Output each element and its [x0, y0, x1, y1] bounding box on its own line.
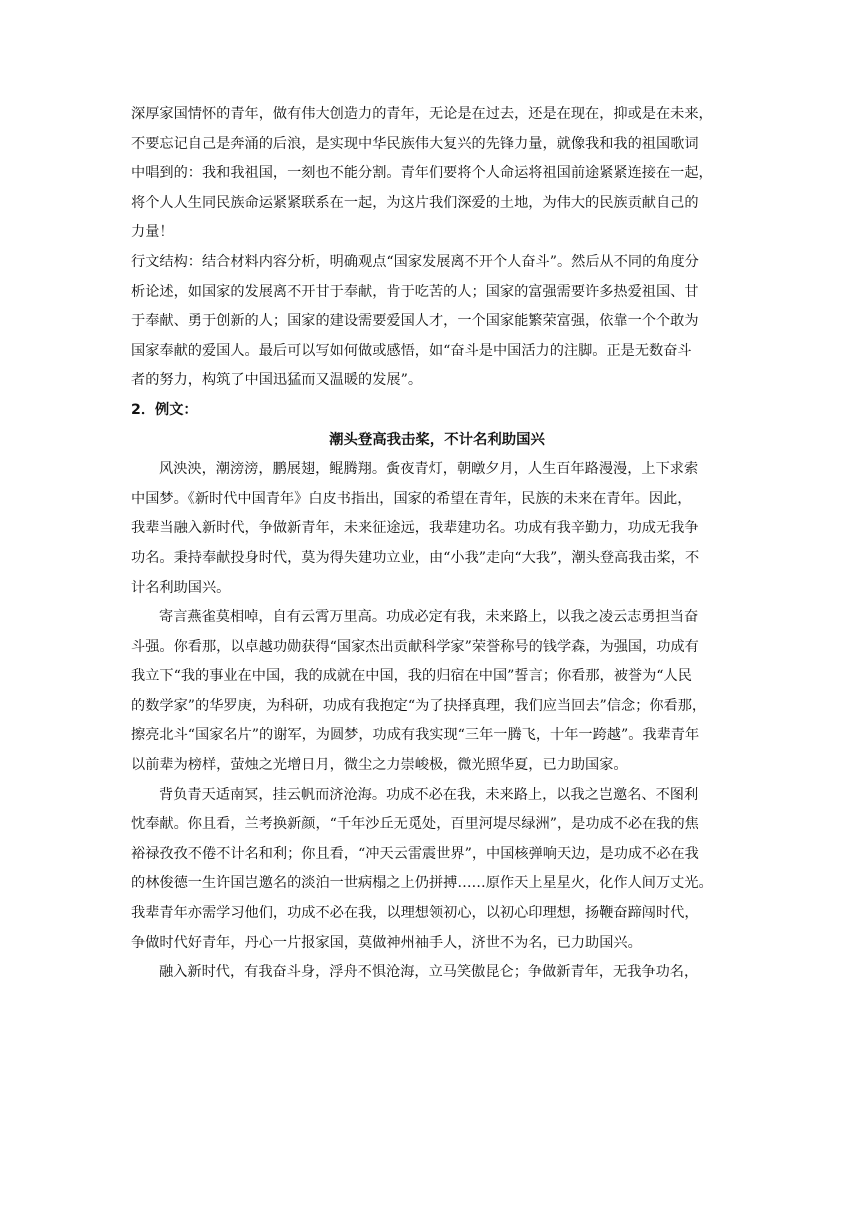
text-line: 争做时代好青年，丹心一片报家国，莫做神州袖手人，济世不为名，已力助国兴。 — [131, 934, 642, 951]
text-line: 中国梦。《新时代中国青年》白皮书指出，国家的希望在青年，民族的未来在青年。因此， — [131, 490, 692, 507]
text-line: 擦亮北斗“国家名片”的谢军，为圆梦，功成有我实现“三年一腾飞，十年一跨越”。我辈青年 — [131, 727, 700, 744]
text-line: 不要忘记自己是奔涌的后浪，是实现中华民族伟大复兴的先锋力量，就像我和我的祖国歌词 — [131, 135, 699, 152]
essay-paragraph-4 — [131, 958, 743, 988]
text-line: 的林俊德一生许国岂邀名的淡泊一世病榻之上仍拼搏……原作天上星星火，化作人间万丈光。 — [131, 875, 713, 892]
text-line: 于奉献、勇于创新的人；国家的建设需要爱国人才，一个国家能繁荣富强，依靠一个个敢为 — [131, 313, 699, 330]
text-line: 以前辈为榜样，萤烛之光增日月，微尘之力崇峻极，微光照华夏，已力助国家。 — [131, 757, 628, 774]
text-line: 计名利助国兴。 — [131, 579, 231, 596]
essay-title: 潮头登高我击桨，不计名利助国兴 — [329, 431, 545, 448]
text-line: 我辈当融入新时代，争做新青年，未来征途远，我辈建功名。功成有我辛勤力，功成无我争 — [131, 520, 699, 537]
text-line: 深厚家国情怀的青年，做有伟大创造力的青年，无论是在过去，还是在现在，抑或是在未来， — [131, 106, 713, 122]
text-line: 中唱到的：我和我祖国，一刻也不能分割。青年们要将个人命运将祖国前途紧紧连接在一起， — [131, 165, 713, 182]
text-line: 的数学家”的华罗庚，为科研，功成有我抱定“为了抉择真理，我们应当回去”信念；你看那， — [131, 697, 707, 714]
section-analysis — [131, 100, 743, 396]
document-page — [131, 100, 743, 988]
essay-paragraph-3 — [131, 781, 743, 959]
text-line: 者的努力，构筑了中国迅猛而又温暖的发展”。 — [131, 372, 423, 389]
text-line: 我辈青年亦需学习他们，功成不必在我，以理想领初心，以初心印理想，扬鞭奋蹄闯时代， — [131, 905, 699, 922]
text-line: 行文结构：结合材料内容分析，明确观点“国家发展离不开个人奋斗”。然后从不同的角度分 — [131, 253, 699, 270]
text-line: 忱奉献。你且看，兰考换新颜，“千年沙丘无觅处，百里河堤尽绿洲”，是功成不必在我的焦 — [131, 816, 699, 833]
text-line: 我立下“我的事业在中国，我的成就在中国，我的归宿在中国”誓言；你看那，被誉为“人民 — [131, 668, 692, 685]
text-line: 力量！ — [131, 224, 174, 241]
text-line: 析论述，如国家的发展离不开甘于奉献，肯于吃苦的人；国家的富强需要许多热爱祖国、甘 — [131, 283, 699, 300]
text-line: 背负青天适南冥，挂云帆而济沧海。功成不必在我，未来路上，以我之岂邀名、不图利 — [159, 786, 699, 803]
text-line: 融入新时代，有我奋斗身，浮舟不惧沧海，立马笑傲昆仑；争做新青年，无我争功名， — [159, 964, 699, 981]
essay-paragraph-1 — [131, 455, 743, 603]
text-line: 寄言燕雀莫相啅，自有云霄万里高。功成必定有我，未来路上，以我之凌云志勇担当奋 — [159, 609, 699, 626]
text-line: 风泱泱，潮滂滂，鹏展翅，鲲腾翔。夤夜青灯，朝暾夕月，人生百年路漫漫，上下求索 — [159, 461, 699, 478]
example-label: 2．例文： — [131, 401, 198, 418]
essay-paragraph-2 — [131, 603, 743, 781]
text-line: 裕禄孜孜不倦不计名和利；你且看，“冲天云雷震世界”，中国核弹响天边，是功成不必在我 — [131, 845, 699, 862]
text-line: 斗强。你看那，以卓越功勋获得“国家杰出贡献科学家”荣誉称号的钱学森，为强国，功成有 — [131, 638, 699, 655]
text-line: 将个人人生同民族命运紧紧联系在一起，为这片我们深爱的土地，为伟大的民族贡献自己的 — [131, 194, 699, 211]
text-line: 功名。秉持奉献投身时代，莫为得失建功立业，由“小我”走向“大我”，潮头登高我击桨，不 — [131, 549, 700, 566]
text-line: 国家奉献的爱国人。最后可以写如何做或感悟，如“奋斗是中国活力的注脚。正是无数奋斗 — [131, 342, 692, 359]
